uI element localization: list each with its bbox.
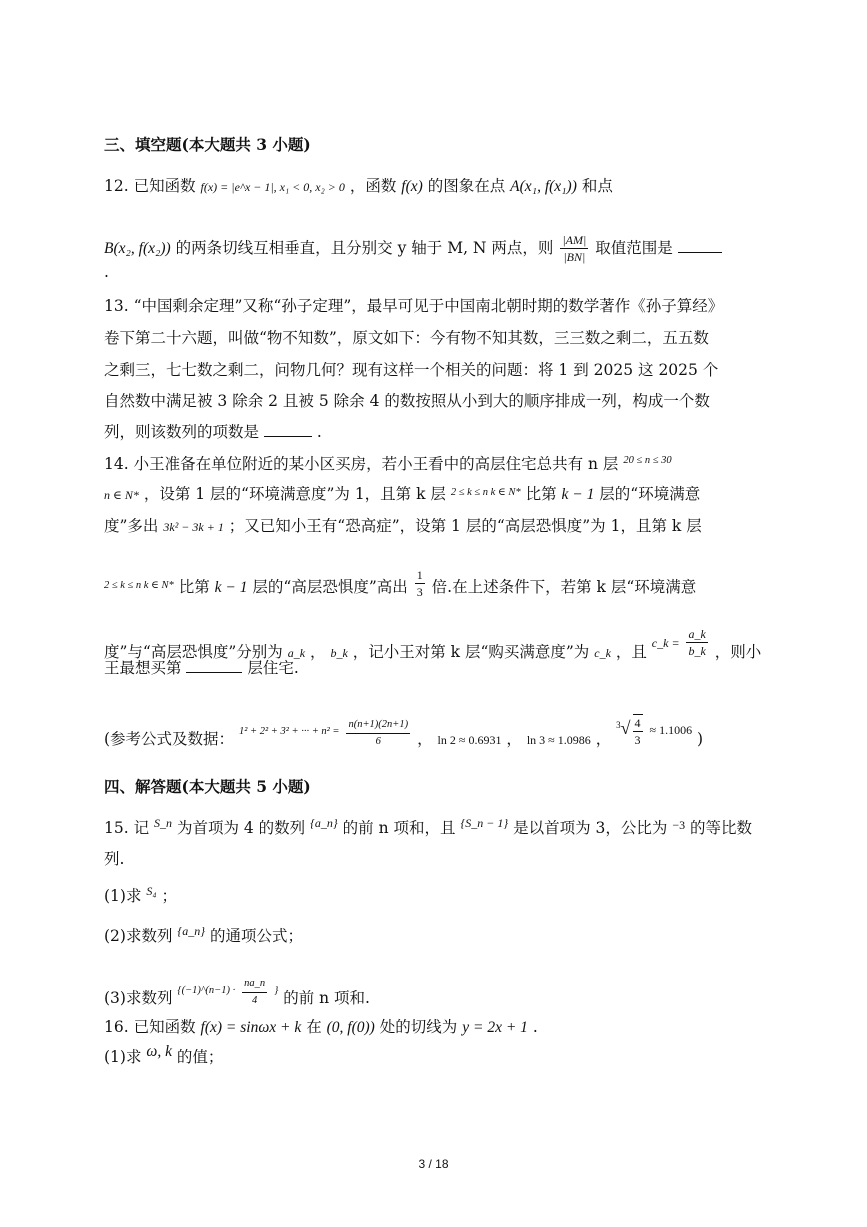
text: 的两条切线互相垂直，且分别交 y 轴于 M, N 两点，则 [175,239,554,257]
text: 层住宅. [247,659,299,677]
fraction-denominator: |BN| [563,250,586,264]
text: ，函数 [349,177,397,195]
answer-blank[interactable] [678,238,722,253]
formula: y = 2x + 1 [462,1019,528,1036]
text: 的前 n 项和. [283,989,370,1007]
text: ， [417,730,433,748]
fraction-numerator: n(n+1)(2n+1) [346,717,410,734]
question-14-line-4 [104,567,696,600]
text: 14. 小王准备在单位附近的某小区买房，若小王看中的高层住宅总共有 n 层 [104,455,619,473]
question-12-line-2 [104,232,722,265]
formula: f(x) = |e^x − 1|, x₁ < 0, x₂ > 0 [200,180,345,194]
formula: B(x₂, f(x₂)) [104,240,171,257]
formula: −3 [672,818,686,832]
question-15-part-2 [104,926,303,947]
question-16-line-1 [104,1017,538,1038]
text: . [532,1018,538,1036]
text: 的通项公式； [209,927,303,945]
text: 的前 n 项和，且 [342,819,456,837]
question-12-line-3: . [104,263,109,281]
question-13-line-1: 13. “中国剩余定理”又称“孙子定理”，最早可见于中国南北朝时期的数学著作《孙子算经》 [104,297,724,315]
text: ，则小 [714,643,762,661]
question-14-line-6 [104,658,299,678]
formula: c_k [594,646,611,660]
formula: 2 ≤ k ≤ n k ∈ N* [450,487,521,498]
text: ) [697,730,704,748]
text: 为首项为 4 的数列 [176,819,306,837]
formula: S₄ [146,884,157,898]
formula: {a_n} [177,924,206,938]
section-heading: 三、填空题(本大题共 3 小题) [104,135,311,154]
fraction-ak-bk [686,626,707,659]
text: 倍.在上述条件下，若第 k 层“环境满意 [431,578,697,596]
text: 处的切线为 [379,1018,458,1036]
text: ， [506,730,522,748]
radical-sign: √ [620,718,631,738]
text: . [316,423,322,441]
text: ，且 [615,643,647,661]
formula: a_k [287,646,306,660]
fraction-nan-4 [242,976,267,1009]
text: (2)求数列 [104,927,173,945]
fraction-four-thirds [633,714,643,748]
question-14-reference-line [104,717,703,758]
text: 和点 [581,177,613,195]
text: 比第 [525,485,557,503]
text: 的等比数 [690,819,753,837]
text: 是以首项为 3，公比为 [513,819,668,837]
formula: ≈ 1.1006 [649,723,693,737]
question-15-part-3 [104,976,370,1011]
text: 的图象在点 [427,177,506,195]
formula: 3k² − 3k + 1 [163,520,224,534]
text: 王最想买第 [104,659,182,677]
text: 在 [306,1018,322,1036]
text: 层的“环境满意 [599,485,701,503]
formula: ln 3 ≈ 1.0986 [526,733,591,747]
formula: n ∈ N* [104,488,139,502]
text: 16. 已知函数 [104,1018,196,1036]
text: ；又已知小王有“恐高症”，设第 1 层的“高层恐惧度”为 1，且第 k 层 [228,517,702,535]
text: ； [161,887,178,905]
section-heading: 四、解答题(本大题共 5 小题) [104,777,311,796]
fraction-numerator: 1 [416,568,423,582]
formula: S_n [154,816,173,830]
formula: f(x) = sinωx + k [200,1019,302,1036]
formula: k − 1 [214,579,248,596]
text: 比第 [178,578,210,596]
question-14-line-1 [104,454,672,477]
question-13-line-4: 自然数中满足被 3 除余 2 且被 5 除余 4 的数按照从小到大的顺序排成一列，构成一个数 [104,392,710,410]
text: ， [309,643,326,661]
cube-root-formula [616,716,697,747]
text: (3)求数列 [104,989,173,1007]
formula: f(x) [401,178,423,195]
formula: c_k = [651,636,680,650]
text: ，记小王对第 k 层“购买满意度”为 [352,643,590,661]
fraction-denominator: 4 [252,995,258,1006]
formula: 2 ≤ k ≤ n k ∈ N* [104,580,174,591]
text: 的值； [176,1048,224,1066]
question-15-part-1 [104,886,177,907]
text: 度”多出 [104,517,159,535]
formula: A(x₁, f(x₁)) [510,178,577,195]
question-14-line-3 [104,516,702,537]
text: 层的“高层恐惧度”高出 [252,578,408,596]
formula: ln 2 ≈ 0.6931 [437,733,502,747]
text: (参考公式及数据： [104,730,235,748]
formula: k − 1 [561,486,595,503]
text: (1)求 [104,1048,142,1066]
answer-blank[interactable] [264,422,312,437]
text: ，设第 1 层的“环境满意度”为 1，且第 k 层 [143,485,446,503]
question-15-line-1 [104,818,752,839]
root-index: 3 [616,720,621,730]
text: 15. 记 [104,819,150,837]
formula: b_k [330,646,348,660]
fraction-numerator: 4 [634,716,641,730]
text: 12. 已知函数 [104,177,196,195]
fraction-denominator: 6 [375,736,381,747]
formula: {a_n} [310,816,338,830]
text: 取值范围是 [595,239,673,257]
answer-blank[interactable] [186,658,242,673]
fraction-denominator: 3 [416,585,423,599]
formula: (0, f(0)) [326,1019,375,1036]
formula: } [274,985,279,996]
text: ， [595,730,612,748]
question-14-line-2 [104,484,700,507]
fraction-numerator: a_k [688,627,706,641]
question-15-line-2: 列. [104,850,125,868]
text: 列，则该数列的项数是 [104,423,260,441]
fraction-numerator: |AM| [562,233,587,247]
text: 度”与“高层恐惧度”分别为 [104,643,283,661]
fraction-numerator: na_n [242,976,267,993]
page-number: 3 / 18 [418,1157,449,1171]
formula: {(−1)^(n−1) · [177,985,236,996]
question-16-part-1 [104,1043,224,1068]
text: (1)求 [104,887,142,905]
question-13-line-2: 卷下第二十六题，叫做“物不知数”，原文如下：今有物不知其数，三三数之剩二，五五数 [104,329,709,347]
formula: 1² + 2² + 3² + ··· + n² = [239,726,340,737]
formula: {S_n − 1} [460,816,509,830]
fraction-am-bn [560,232,588,265]
formula: ω, k [146,1043,172,1060]
question-12-line-1 [104,176,613,197]
fraction-denominator: 3 [634,733,641,747]
formula: 20 ≤ n ≤ 30 [623,455,672,466]
fraction-denominator: b_k [688,644,706,658]
question-13-line-3: 之剩三，七七数之剩二，问物几何？现有这样一个相关的问题：将 1 到 2025 这 2025 个 [104,361,719,379]
question-13-line-5 [104,422,322,442]
fraction-one-third [415,567,425,600]
fraction-sum-of-squares [346,717,410,750]
